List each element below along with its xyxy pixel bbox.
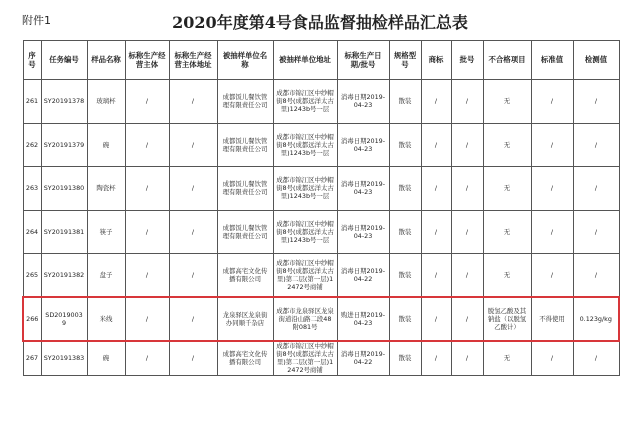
cell-spec: 散装: [389, 210, 421, 254]
cell-sampled-unit-address: 成都市龙泉驿区龙泉街道沿山路二段48附081号: [273, 297, 337, 341]
col-header-sampled-unit-address: 被抽样单位地址: [273, 41, 337, 80]
cell-brand: /: [421, 210, 451, 254]
cell-brand: /: [421, 297, 451, 341]
cell-seq: 263: [23, 167, 41, 211]
table-row: [23, 167, 619, 211]
cell-measured: /: [573, 123, 619, 167]
cell-sampled-unit: 龙泉驿区龙泉街办同顺千杂店: [217, 297, 273, 341]
cell-spec: 散装: [389, 80, 421, 124]
col-header-standard: 标准值: [531, 41, 573, 80]
cell-seq: 265: [23, 254, 41, 298]
cell-producer: /: [125, 210, 169, 254]
cell-spec: 散装: [389, 167, 421, 211]
table-row: [23, 254, 619, 298]
cell-producer-address: /: [169, 167, 217, 211]
cell-producer: /: [125, 341, 169, 375]
cell-measured: /: [573, 341, 619, 375]
cell-spec: 散装: [389, 123, 421, 167]
cell-sampled-unit-address: 成都市锦江区中纱帽街8号(成都远洋太古里)1243b号一层: [273, 167, 337, 211]
cell-fail-item: 无: [483, 80, 531, 124]
col-header-brand: 商标: [421, 41, 451, 80]
cell-standard: 不得使用: [531, 297, 573, 341]
cell-fail-item: 脱氢乙酸及其钠盐（以脱氢乙酸计）: [483, 297, 531, 341]
cell-date-batch: 消毒日期2019-04-23: [337, 123, 389, 167]
cell-producer: /: [125, 80, 169, 124]
page-title: 2020年度第4号食品监督抽检样品汇总表: [172, 13, 468, 32]
cell-sampled-unit: 成都饭儿餐饮管理有限责任公司: [217, 210, 273, 254]
cell-fail-item: 无: [483, 167, 531, 211]
cell-fail-item: 无: [483, 210, 531, 254]
cell-batch: /: [451, 80, 483, 124]
table-row: [23, 80, 619, 124]
cell-sampled-unit: 成都饭儿餐饮管理有限责任公司: [217, 123, 273, 167]
cell-sampled-unit-address: 成都市锦江区中纱帽街8号(成都远洋太古里)1243b号一层: [273, 80, 337, 124]
cell-task-id: SY20191381: [41, 210, 87, 254]
cell-task-id: SY20191379: [41, 123, 87, 167]
cell-batch: /: [451, 210, 483, 254]
col-header-fail-item: 不合格项目: [483, 41, 531, 80]
cell-batch: /: [451, 167, 483, 211]
cell-sampled-unit: 成都饭儿餐饮管理有限责任公司: [217, 80, 273, 124]
cell-brand: /: [421, 123, 451, 167]
col-header-measured: 检测值: [573, 41, 619, 80]
col-header-spec: 规格型号: [389, 41, 421, 80]
cell-date-batch: 消毒日期2019-04-23: [337, 167, 389, 211]
cell-measured: /: [573, 210, 619, 254]
cell-sample-name: 碗: [87, 341, 125, 375]
cell-standard: /: [531, 80, 573, 124]
cell-standard: /: [531, 341, 573, 375]
cell-standard: /: [531, 210, 573, 254]
cell-sampled-unit: 成都高宅文化传播有限公司: [217, 254, 273, 298]
cell-sampled-unit-address: 成都市锦江区中纱帽街8号(成都远洋太古里)第二层(第一层)12472号商铺: [273, 254, 337, 298]
cell-batch: /: [451, 341, 483, 375]
cell-sample-name: 陶瓷杯: [87, 167, 125, 211]
cell-producer-address: /: [169, 123, 217, 167]
cell-brand: /: [421, 254, 451, 298]
cell-spec: 散装: [389, 297, 421, 341]
col-header-batch: 批号: [451, 41, 483, 80]
cell-seq: 262: [23, 123, 41, 167]
cell-task-id: SY20191383: [41, 341, 87, 375]
col-header-sampled-unit: 被抽样单位名称: [217, 41, 273, 80]
cell-date-batch: 消毒日期2019-04-22: [337, 254, 389, 298]
col-header-seq: 序号: [23, 41, 41, 80]
cell-producer-address: /: [169, 297, 217, 341]
col-header-date-batch: 标称生产日期/批号: [337, 41, 389, 80]
cell-seq: 267: [23, 341, 41, 375]
cell-sample-name: 盘子: [87, 254, 125, 298]
cell-producer: /: [125, 167, 169, 211]
cell-seq: 266: [23, 297, 41, 341]
cell-sampled-unit-address: 成都市锦江区中纱帽街8号(成都远洋太古里)第二层(第一层)12472号商铺: [273, 341, 337, 375]
cell-seq: 264: [23, 210, 41, 254]
table-body: [23, 80, 619, 376]
cell-seq: 261: [23, 80, 41, 124]
col-header-sample: 样品名称: [87, 41, 125, 80]
cell-producer-address: /: [169, 341, 217, 375]
cell-date-batch: 购进日期2019-04-23: [337, 297, 389, 341]
cell-measured: /: [573, 167, 619, 211]
table-row: [23, 123, 619, 167]
cell-producer-address: /: [169, 210, 217, 254]
cell-measured: 0.123g/kg: [573, 297, 619, 341]
cell-sampled-unit-address: 成都市锦江区中纱帽街8号(成都远洋太古里)1243b号一层: [273, 123, 337, 167]
summary-table: [22, 40, 620, 376]
cell-standard: /: [531, 167, 573, 211]
cell-fail-item: 无: [483, 341, 531, 375]
cell-sampled-unit: 成都饭儿餐饮管理有限责任公司: [217, 167, 273, 211]
header-row: [23, 41, 619, 80]
cell-spec: 散装: [389, 341, 421, 375]
cell-brand: /: [421, 80, 451, 124]
table-row: [23, 210, 619, 254]
cell-sample-name: 米线: [87, 297, 125, 341]
cell-spec: 散装: [389, 254, 421, 298]
cell-producer-address: /: [169, 80, 217, 124]
cell-date-batch: 消毒日期2019-04-23: [337, 210, 389, 254]
cell-task-id: SY20191378: [41, 80, 87, 124]
cell-sample-name: 筷子: [87, 210, 125, 254]
cell-measured: /: [573, 80, 619, 124]
cell-producer: /: [125, 254, 169, 298]
cell-brand: /: [421, 167, 451, 211]
cell-task-id: SY20191380: [41, 167, 87, 211]
cell-batch: /: [451, 254, 483, 298]
col-header-producer-address: 标称生产经营主体地址: [169, 41, 217, 80]
cell-fail-item: 无: [483, 254, 531, 298]
cell-task-id: SD20190039: [41, 297, 87, 341]
cell-producer: /: [125, 297, 169, 341]
cell-sample-name: 碗: [87, 123, 125, 167]
cell-producer-address: /: [169, 254, 217, 298]
annex-label: 附件1: [22, 14, 51, 27]
cell-sample-name: 玻璃杯: [87, 80, 125, 124]
cell-batch: /: [451, 297, 483, 341]
cell-brand: /: [421, 341, 451, 375]
cell-sampled-unit-address: 成都市锦江区中纱帽街8号(成都远洋太古里)1243b号一层: [273, 210, 337, 254]
table-row: [23, 341, 619, 375]
cell-batch: /: [451, 123, 483, 167]
col-header-task: 任务编号: [41, 41, 87, 80]
cell-producer: /: [125, 123, 169, 167]
cell-date-batch: 消毒日期2019-04-22: [337, 341, 389, 375]
cell-measured: /: [573, 254, 619, 298]
cell-standard: /: [531, 254, 573, 298]
cell-date-batch: 消毒日期2019-04-23: [337, 80, 389, 124]
cell-task-id: SY20191382: [41, 254, 87, 298]
cell-fail-item: 无: [483, 123, 531, 167]
cell-sampled-unit: 成都高宅文化传播有限公司: [217, 341, 273, 375]
table-row-highlighted: [23, 297, 619, 341]
col-header-producer: 标称生产经营主体: [125, 41, 169, 80]
cell-standard: /: [531, 123, 573, 167]
